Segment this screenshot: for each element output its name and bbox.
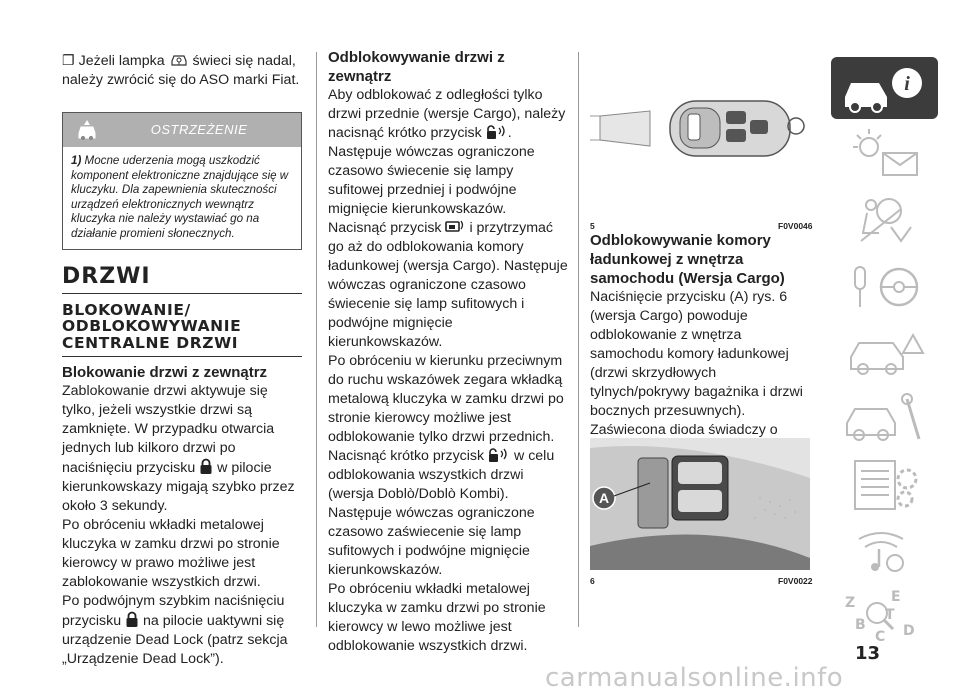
- paragraph: [62, 382, 302, 516]
- figure-number: 5: [590, 221, 595, 231]
- callout-label-a: A: [598, 490, 610, 506]
- warning-lights-icon: [831, 123, 938, 185]
- paragraph: Po obróceniu wkładki metalowej kluczyka w zamku drzwi po stronie kierowcy w prawo możliwe jest zablokowanie wszystkich drzwi.: [62, 517, 280, 591]
- paragraph: Naciśnięcie przycisku (A) rys. 6 (wersja Cargo) powoduje odblokowanie z wnętrza samochodu komory ładunkowej (drzwi skrzydłowych tylnych/pokrywy bagażnika i drzwi bocznych przesuwnych). Zaświecona dioda świadczy o: [590, 289, 803, 438]
- figure-number: 6: [590, 576, 595, 586]
- lock-button-icon: [199, 458, 213, 475]
- page-number: 13: [855, 643, 881, 664]
- tab-warning-lights[interactable]: [831, 123, 938, 185]
- figure-code: F0V0046: [778, 221, 813, 231]
- paragraph: Następuje wówczas ograniczone czasowo świecenie się lampy sufitowej przedniej i podwójne mignięcie kierunkowskazów.: [328, 144, 535, 217]
- column-1: [62, 52, 302, 669]
- text-run: w celu odblokowania wszystkich drzwi (wersja Doblò/Doblò Kombi). Następuje wówczas ograniczone czasowo zaświecenie się lamp sufitowych i podwójne mignięcie kierunkowskazów.: [328, 448, 555, 578]
- paragraph: Po obróceniu w kierunku przeciwnym do ruchu wskazówek zegara wkładką metalową kluczyka w zamku drzwi po stronie kierowcy możliwe jest odblokowanie tylko drzwi przednich.: [328, 353, 564, 445]
- steering-wheel-key-icon: [831, 255, 938, 317]
- paragraph: [328, 86, 568, 143]
- multimedia-icon: [831, 519, 938, 581]
- column-divider: [578, 52, 579, 627]
- key-fob-illustration: [590, 56, 810, 216]
- warning-title: OSTRZEŻENIE: [150, 122, 248, 137]
- warning-body: [63, 147, 301, 249]
- figure-5: [590, 56, 810, 216]
- car-warning-icon: [831, 321, 938, 383]
- svg-text:Z: Z: [845, 595, 856, 611]
- car-service-icon: [831, 387, 938, 449]
- warning-number: 1): [71, 154, 82, 167]
- tab-multimedia[interactable]: [831, 519, 938, 581]
- car-info-icon: [831, 57, 938, 119]
- door-button-illustration: [590, 438, 810, 570]
- chapter-tabs: [831, 57, 938, 651]
- text-run: Nacisnąć krótko przycisk: [328, 448, 485, 464]
- svg-text:C: C: [875, 629, 886, 645]
- warning-text: Mocne uderzenia mogą uszkodzić komponent elektroniczne znajdujące się w kluczyku. Dla zapewnienia skuteczności urządzeń elektronicznych wewnątrz kluczyka nie należy wystawiać go na działanie promieni słonecznych.: [71, 154, 289, 240]
- text-run: Po podwójnym szybkim naciśnięciu przycisku: [62, 593, 285, 630]
- tab-starting-driving[interactable]: [831, 255, 938, 317]
- text-run: Nacisnąć przycisk: [328, 220, 442, 236]
- unlock-button-icon: [486, 124, 508, 140]
- warning-header: [63, 113, 301, 147]
- text-run: Zablokowanie drzwi aktywuje się tylko, jeżeli wszystkie drzwi są zamknięte. W przypadku otwarcia jednych lub kilkoro drzwi po naciśnięciu przycisku: [62, 383, 275, 477]
- warning-box: [62, 112, 302, 250]
- section-title: DRZWI: [62, 264, 302, 294]
- tab-emergency[interactable]: [831, 321, 938, 383]
- figure-6: [590, 438, 810, 570]
- intro-paragraph: [62, 52, 302, 90]
- block-heading: Odblokowywanie drzwi z zewnątrz: [328, 49, 505, 85]
- svg-text:B: B: [855, 617, 866, 633]
- tab-safety[interactable]: [831, 189, 938, 251]
- column-3: [590, 231, 810, 459]
- block-heading: Odblokowywanie komory ładunkowej z wnętrza samochodu (Wersja Cargo): [590, 232, 785, 287]
- unlock-button-icon: [488, 447, 510, 463]
- column-divider: [316, 52, 317, 627]
- technical-data-icon: [831, 453, 938, 515]
- key-warning-lamp-icon: [169, 52, 189, 68]
- text-run: na pilocie uaktywni się urządzenie Dead Lock (patrz sekcja „Urządzenie Dead Lock”).: [62, 613, 288, 668]
- text-run: i przytrzymać go aż do odblokowania komory ładunkowej (wersja Cargo). Następuje wówczas ograniczone czasowo świecenie się lamp sufitowych i podwójne mignięcie kierunkowskazów.: [328, 220, 568, 350]
- svg-text:D: D: [903, 623, 915, 639]
- lock-button-icon: [125, 611, 139, 628]
- watermark: carmanualsonline.info: [545, 663, 844, 693]
- alphabetical-index-icon: [831, 585, 938, 647]
- tab-technical-data[interactable]: [831, 453, 938, 515]
- tab-service[interactable]: [831, 387, 938, 449]
- figure-code: F0V0022: [778, 576, 813, 586]
- paragraph: [328, 447, 568, 580]
- paragraph: [328, 219, 568, 352]
- svg-text:T: T: [885, 607, 895, 623]
- tab-index[interactable]: [831, 585, 938, 647]
- airbag-safety-icon: [831, 189, 938, 251]
- block-heading: Blokowanie drzwi z zewnątrz: [62, 364, 268, 382]
- text-run: Aby odblokować z odległości tylko drzwi przednie (wersje Cargo), należy nacisnąć krótko przycisk: [328, 87, 566, 141]
- intro-text-2: świeci się nadal, należy zwrócić się do ASO marki Fiat.: [62, 53, 300, 88]
- cargo-unlock-button-icon: [445, 219, 465, 235]
- tab-car-info[interactable]: [831, 57, 938, 119]
- text-run: .: [507, 125, 512, 141]
- text-run: w pilocie kierunkowskazy migają szybko przez około 3 sekundy.: [62, 460, 295, 515]
- svg-text:E: E: [891, 589, 901, 605]
- intro-text-1: ❐ Jeżeli lampka: [62, 53, 165, 69]
- column-2: [328, 49, 568, 656]
- subsection-title: BLOKOWANIE/ ODBLOKOWYWANIE CENTRALNE DRZWI: [62, 302, 302, 358]
- svg-text:i: i: [904, 73, 910, 95]
- paragraph: [62, 592, 302, 669]
- paragraph: Po obróceniu wkładki metalowej kluczyka w zamku drzwi po stronie kierowcy w lewo możliwe jest odblokowanie wszystkich drzwi.: [328, 581, 546, 654]
